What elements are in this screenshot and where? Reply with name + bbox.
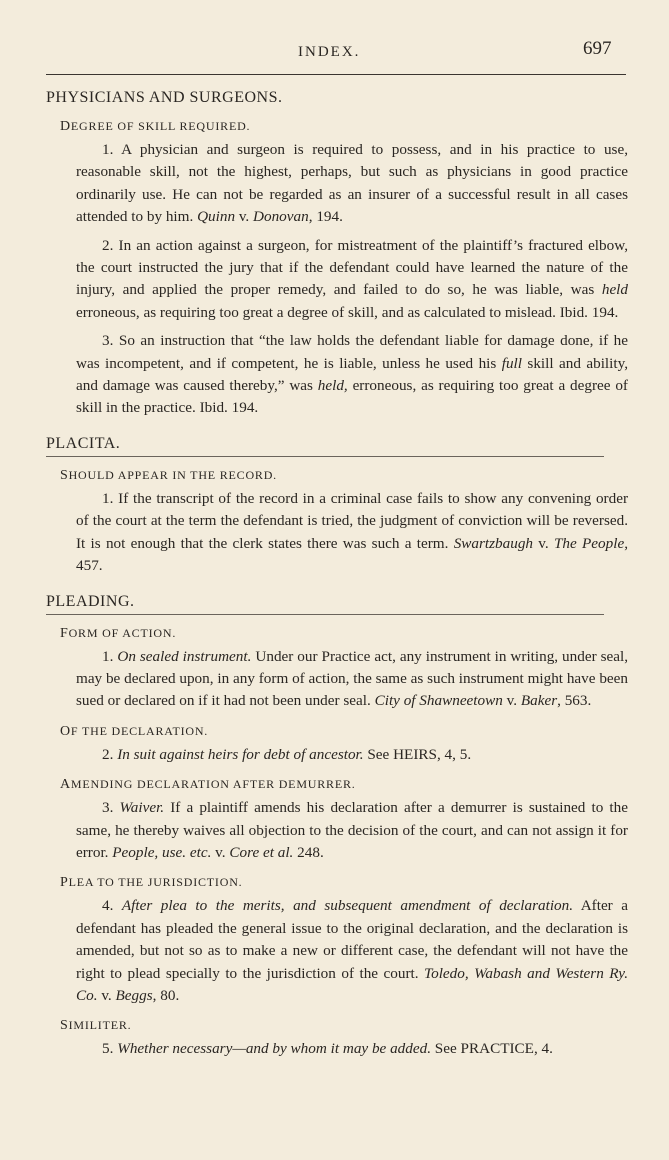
- section-heading: PLACITA.: [46, 434, 121, 452]
- heading-rule: [46, 456, 604, 457]
- entry-italic-text: full: [501, 354, 522, 372]
- index-entry: [46, 330, 628, 420]
- entry-text: After a defendant has pleaded the general issue to the original declaration, and the declaration is amended, but not so as to make a new or different case, the defendant will not have the right to plead specially to the jurisdiction of the court.: [76, 897, 628, 982]
- entry-number: 2.: [102, 745, 118, 763]
- entry-text: A physician and surgeon is required to possess, and in his practice to use, reasonable skill, not the highest, perhaps, but such as physicians in good practice ordinarily use. He can not be regarded as an insurer of a successful result in all cases attended to by him.: [76, 141, 628, 226]
- index-entry: [46, 744, 628, 766]
- entry-italic-text: People, use. etc.: [112, 843, 212, 861]
- entry-italic-text: On sealed instrument.: [117, 647, 252, 665]
- index-entry: [46, 646, 628, 713]
- entry-text: erroneous, as requiring too great a degree of skill in the practice. Ibid. 194.: [76, 377, 628, 417]
- entry-text: erroneous, as requiring too great a degree of skill, and as calculated to mislead. Ibid. 194.: [76, 303, 619, 321]
- entry-text: If the transcript of the record in a criminal case fails to show any convening order of the court at the term the defendant is tried, the judgment of conviction will be reversed. It is not enough that the clerk states there was such a term.: [76, 489, 629, 552]
- entry-italic-text: Core et al.: [229, 843, 294, 861]
- index-entry: [46, 488, 628, 578]
- entry-text: , 194.: [308, 208, 343, 226]
- section-heading: PHYSICIANS AND SURGEONS.: [46, 89, 283, 106]
- entry-text: So an instruction that “the law holds the defendant liable for damage done, if he was incompetent, and if competent, he is liable, unless he used his: [76, 332, 629, 372]
- index-entry: [46, 797, 628, 864]
- index-content: [46, 88, 628, 1067]
- subheading-rest: F THE DECLARATION.: [70, 723, 209, 738]
- entry-text: See HEIRS, 4, 5.: [363, 745, 472, 763]
- entry-italic-text: Whether necessary—and by whom it may be added.: [117, 1040, 431, 1058]
- running-head: [0, 38, 669, 68]
- entry-number: 5.: [102, 1040, 118, 1058]
- entry-italic-text: Beggs: [115, 986, 153, 1004]
- entry-italic-text: Toledo, Wabash and Western Ry. Co.: [76, 964, 628, 1004]
- entry-number: 1.: [102, 489, 119, 507]
- entry-number: 1.: [102, 647, 118, 665]
- subheading-rest: HOULD APPEAR IN THE RECORD.: [68, 467, 277, 482]
- entry-number: 2.: [102, 236, 119, 254]
- entry-text: If a plaintiff amends his declaration after a demurrer is sustained to the same, he thereby waives all objection to the decision of the court, and can not assign it for error.: [76, 799, 628, 861]
- subheading: [60, 874, 628, 891]
- running-title: INDEX.: [298, 44, 361, 60]
- subheading-rest: LEA TO THE JURISDICTION.: [68, 875, 243, 890]
- subheading: [60, 776, 628, 793]
- entry-number: 3.: [102, 332, 119, 350]
- subheading: [60, 723, 628, 740]
- entry-text: v.: [235, 208, 254, 226]
- entry-italic-text: Donovan: [253, 208, 309, 226]
- entry-text: 248.: [293, 843, 324, 861]
- entry-italic-text: Quinn: [197, 208, 236, 226]
- subheading-initial: S: [60, 467, 69, 483]
- subheading-initial: S: [60, 1018, 69, 1034]
- subheading-initial: F: [60, 625, 69, 641]
- entry-italic-text: City of Shawneetown: [374, 692, 503, 710]
- entry-italic-text: In suit against heirs for debt of ancestor.: [117, 745, 364, 763]
- header-rule: [46, 74, 626, 75]
- entry-italic-text: Waiver.: [119, 799, 165, 817]
- entry-italic-text: held: [601, 281, 628, 299]
- entry-text: , 457.: [76, 534, 628, 575]
- entry-text: v.: [211, 843, 230, 861]
- entry-text: In an action against a surgeon, for mistreatment of the plaintiff’s fractured elbow, the court instructed the jury that if the defendant could have learned the nature of the injury, and applied the proper remedy, and failed to do so, he was liable, was: [76, 236, 628, 299]
- entry-text: v.: [533, 534, 554, 552]
- entry-italic-text: Baker: [520, 692, 558, 710]
- entry-number: 4.: [102, 897, 122, 915]
- entry-italic-text: After plea to the merits, and subsequent amendment of declaration.: [121, 897, 574, 915]
- section-heading: PLEADING.: [46, 592, 135, 610]
- entry-text: See PRACTICE, 4.: [431, 1040, 553, 1058]
- entry-italic-text: Swartzbaugh: [453, 534, 534, 552]
- index-entry: [46, 139, 628, 229]
- subheading-rest: EGREE OF SKILL REQUIRED.: [70, 119, 251, 133]
- entry-text: Under our Practice act, any instrument in writing, under seal, may be declared upon, in any form of action, the same as such instrument might have been sued or declared on if it had not been under seal.: [76, 647, 629, 710]
- entry-text: v.: [502, 692, 521, 710]
- heading-rule: [46, 614, 604, 615]
- page-number: 697: [583, 38, 612, 59]
- entry-italic-text: The People: [553, 534, 625, 552]
- index-entry: [46, 1038, 628, 1060]
- subheading-initial: O: [60, 723, 71, 739]
- entry-number: 1.: [102, 141, 122, 158]
- entry-text: v.: [97, 986, 116, 1004]
- subheading-rest: IMILITER.: [68, 1018, 132, 1033]
- entry-text: , 563.: [557, 692, 592, 710]
- subheading: [60, 1017, 628, 1034]
- index-entry: [46, 235, 628, 325]
- subheading-rest: MENDING DECLARATION AFTER DEMURRER.: [70, 777, 356, 792]
- subheading-rest: ORM OF ACTION.: [68, 625, 177, 640]
- subheading: [60, 625, 628, 642]
- subheading-initial: P: [60, 875, 69, 891]
- entry-text: , 80.: [152, 986, 180, 1004]
- entry-number: 3.: [102, 799, 120, 817]
- subheading-initial: D: [60, 119, 71, 134]
- entry-italic-text: held,: [317, 377, 348, 395]
- entry-text: skill and ability, and damage was caused thereby,” was: [76, 354, 628, 395]
- subheading: [60, 118, 628, 135]
- subheading-initial: A: [60, 777, 71, 793]
- index-entry: [46, 895, 628, 1007]
- subheading: [60, 467, 628, 484]
